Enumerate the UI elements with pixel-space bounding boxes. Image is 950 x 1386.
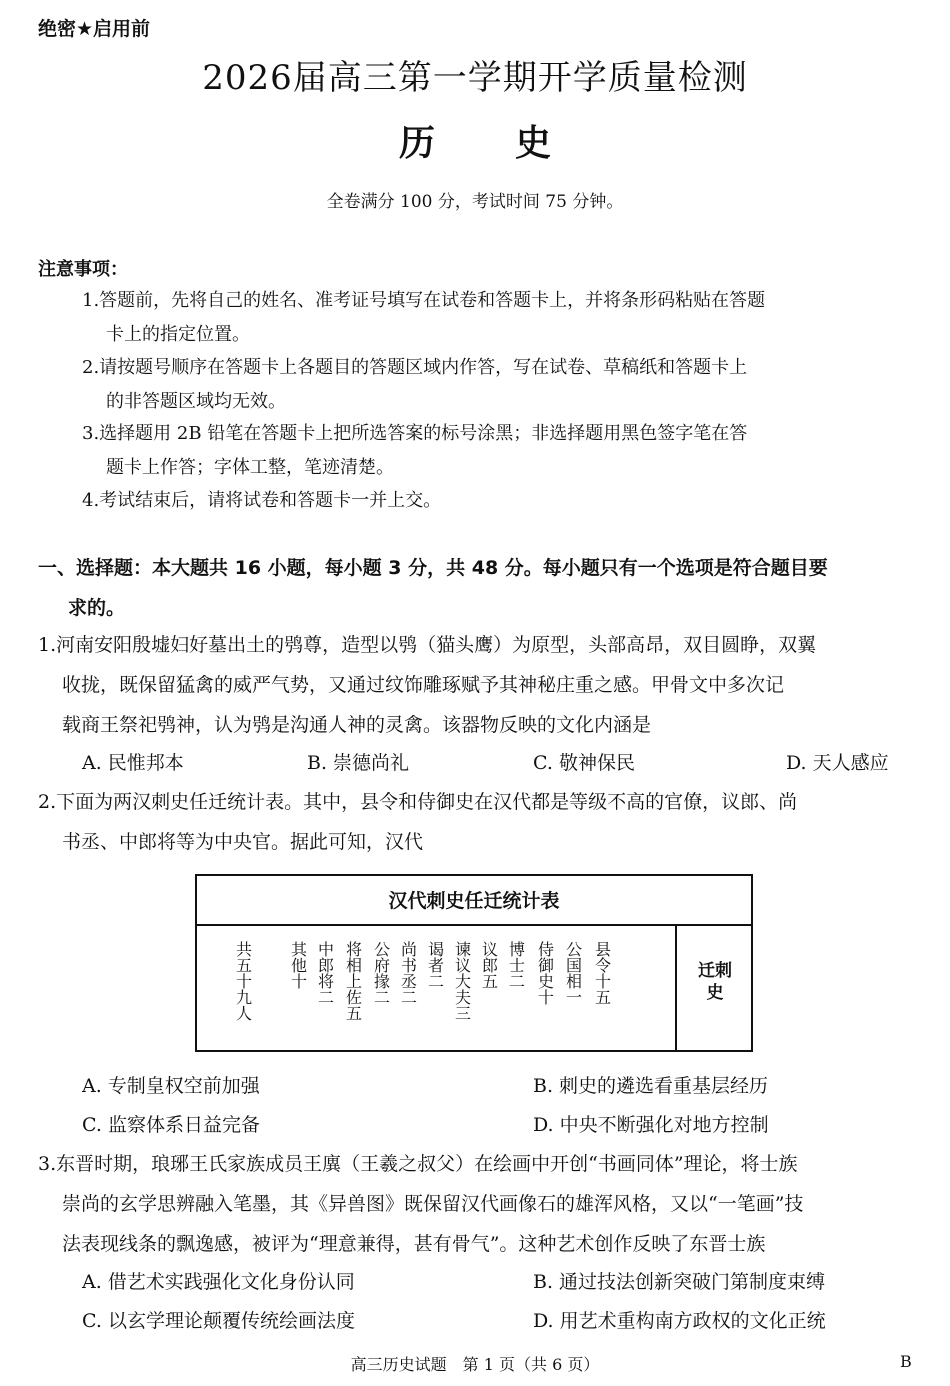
section-heading	[38, 548, 914, 628]
notice-heading: 注意事项：	[38, 259, 128, 280]
subject-title	[0, 115, 950, 166]
question-line: 书丞、中郎将等为中央官。据此可知，汉代	[62, 831, 424, 853]
q3-option-d[interactable]: D. 用艺术重构南方政权的文化正统	[533, 1310, 826, 1332]
q2-option-a[interactable]: A. 专制皇权空前加强	[82, 1075, 260, 1097]
table-column: 谏议大夫三	[454, 940, 471, 1023]
table-column: 公府掾二	[373, 940, 390, 1007]
question-line: 2.下面为两汉刺史任迁统计表。其中，县令和侍御史在汉代都是等级不高的官僚，议郎、尚	[38, 791, 798, 813]
question-line: 法表现线条的飘逸感，被评为“理意兼得，甚有骨气”。这种艺术创作反映了东晋士族	[62, 1233, 766, 1255]
question-line: 1.河南安阳殷墟妇好墓出土的鸮尊，造型以鸮（猫头鹰）为原型，头部高昂，双目圆睁，双翼	[38, 634, 817, 656]
table-column: 中郎将二	[317, 940, 334, 1007]
q1-option-a[interactable]: A. 民惟邦本	[82, 752, 184, 774]
q3-option-b[interactable]: B. 通过技法创新突破门第制度束缚	[533, 1271, 826, 1293]
table-column: 县令十五	[594, 940, 611, 1007]
question-line: 崇尚的玄学思辨融入笔墨，其《异兽图》既保留汉代画像石的雄浑风格，又以“一笔画”技	[62, 1193, 804, 1215]
subject-char-2: 史	[515, 123, 552, 164]
question-2-stem	[38, 782, 914, 862]
subject-char-1: 历	[398, 123, 435, 164]
question-line: 3.东晋时期，琅琊王氏家族成员王廙（王羲之叔父）在绘画中开创“书画同体”理论，将士族	[38, 1153, 798, 1175]
notice-line: 题卡上作答；字体工整，笔迹清楚。	[106, 457, 394, 478]
q2-option-b[interactable]: B. 刺史的遴选看重基层经历	[533, 1075, 769, 1097]
notice-line: 卡上的指定位置。	[106, 324, 250, 345]
table-column: 尚书丞二	[400, 940, 417, 1007]
table-column: 谒者二	[427, 940, 444, 991]
notice-line: 的非答题区域均无效。	[106, 391, 286, 412]
section-line: 一、选择题：本大题共 16 小题，每小题 3 分，共 48 分。每小题只有一个选项是符合题目要	[38, 557, 828, 579]
notice-line: 3.选择题用 2B 铅笔在答题卡上把所选答案的标号涂黑；非选择题用黑色签字笔在答	[82, 423, 748, 444]
table-title: 汉代刺史任迁统计表	[197, 876, 751, 926]
confidential-label: 绝密★启用前	[38, 18, 151, 40]
table-row-header: 迁刺史	[698, 961, 732, 1003]
paper-version: B	[900, 1352, 912, 1371]
stats-table	[195, 874, 753, 1052]
q2-option-c[interactable]: C. 监察体系日益完备	[82, 1114, 260, 1136]
section-line: 求的。	[68, 597, 126, 619]
table-column: 共五十九人	[235, 940, 252, 1023]
q3-option-c[interactable]: C. 以玄学理论颠覆传统绘画法度	[82, 1310, 355, 1332]
notice-line: 1.答题前，先将自己的姓名、准考证号填写在试卷和答题卡上，并将条形码粘贴在答题	[82, 290, 766, 311]
q1-option-b[interactable]: B. 崇德尚礼	[307, 752, 410, 774]
q2-option-d[interactable]: D. 中央不断强化对地方控制	[533, 1114, 769, 1136]
notice-line: 4.考试结束后，请将试卷和答题卡一并上交。	[82, 490, 442, 511]
q1-option-c[interactable]: C. 敬神保民	[533, 752, 635, 774]
notice-item-4	[82, 484, 914, 518]
table-column: 公国相一	[565, 940, 582, 1007]
question-line: 载商王祭祀鸮神，认为鸮是沟通人神的灵禽。该器物反映的文化内涵是	[62, 714, 652, 736]
exam-title: 2026届高三第一学期开学质量检测	[202, 58, 748, 98]
notice-item-3	[82, 417, 914, 485]
score-time-note: 全卷满分 100 分，考试时间 75 分钟。	[326, 192, 624, 212]
question-line: 收拢，既保留猛禽的威严气势，又通过纹饰雕琢赋予其神秘庄重之感。甲骨文中多次记	[62, 674, 785, 696]
notice-item-1	[82, 284, 914, 352]
table-divider	[675, 926, 677, 1052]
q1-option-d[interactable]: D. 天人感应	[786, 752, 889, 774]
table-column: 侍御史十	[537, 940, 554, 1007]
notice-item-2	[82, 351, 914, 419]
page-footer: 高三历史试题 第 1 页（共 6 页）	[350, 1355, 600, 1374]
question-1-stem	[38, 625, 914, 745]
table-column: 其他十	[290, 940, 307, 991]
table-column: 博士二	[508, 940, 525, 991]
q3-option-a[interactable]: A. 借艺术实践强化文化身份认同	[82, 1271, 355, 1293]
notice-line: 2.请按题号顺序在答题卡上各题目的答题区域内作答，写在试卷、草稿纸和答题卡上	[82, 357, 748, 378]
table-column: 议郎五	[481, 940, 498, 991]
question-3-stem	[38, 1144, 914, 1264]
table-column: 将相上佐五	[345, 940, 362, 1023]
